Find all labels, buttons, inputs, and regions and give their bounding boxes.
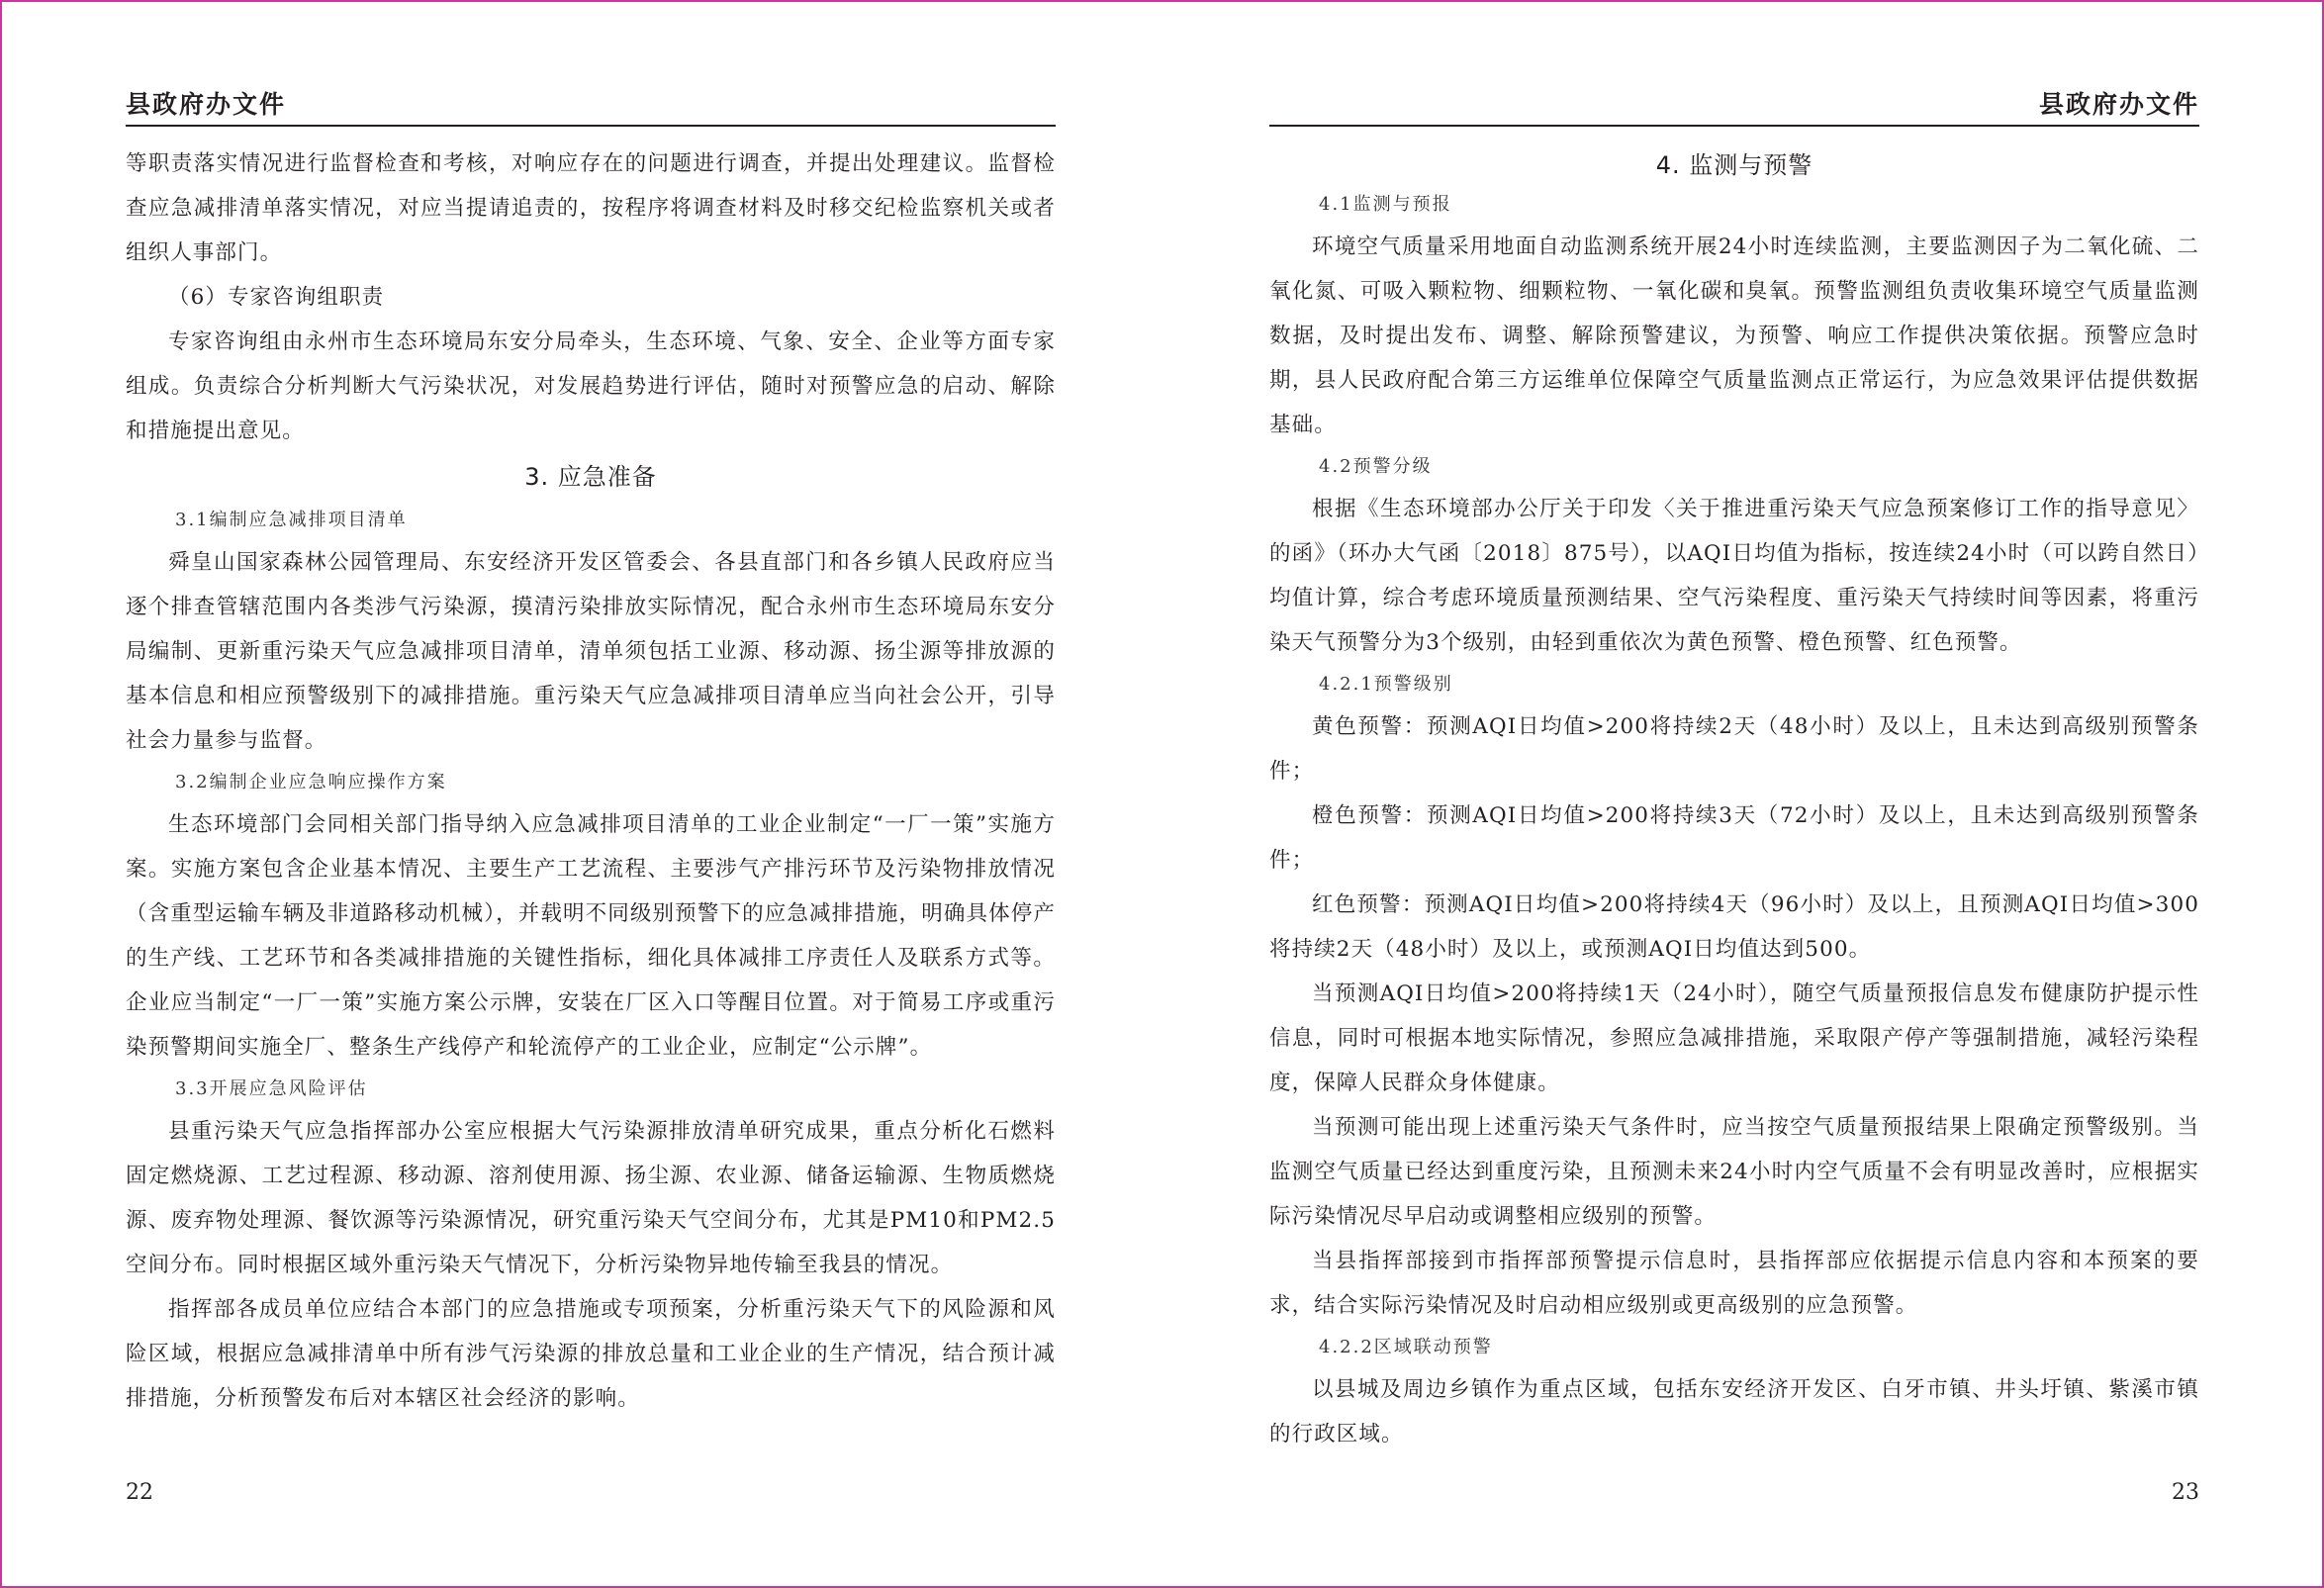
subsection-heading-4-2: 4.2预警分级: [1319, 456, 1433, 477]
paragraph: 舜皇山国家森林公园管理局、东安经济开发区管委会、各县直部门和各乡镇人民政府应当逐个排查管辖范围内各类涉气污染源，摸清污染排放实际情况，配合永州市生态环境局东安分局编制、更新重污染天气应急减排项目清单，清单须包括工业源、移动源、扬尘源等排放源的基本信息和相应预警级别下的减排措施。重污染天气应急减排项目清单应当向社会公开，引导社会力量参与监督。: [126, 550, 1056, 753]
left-page-body: [126, 141, 1056, 1421]
paragraph: 当预测可能出现上述重污染天气条件时，应当按空气质量预报结果上限确定预警级别。当监测空气质量已经达到重度污染，且预测未来24小时内空气质量不会有明显改善时，应根据实际污染情况尽早启动或调整相应级别的预警。: [1269, 1115, 2199, 1229]
subsection-heading-3-3: 3.3开展应急风险评估: [175, 1078, 368, 1099]
paragraph: 根据《生态环境部办公厅关于印发〈关于推进重污染天气应急预案修订工作的指导意见〉的函》（环办大气函〔2018〕875号），以AQI日均值为指标，按连续24小时（可以跨自然日）均值计算，综合考虑环境质量预测结果、空气污染程度、重污染天气持续时间等因素，将重污染天气预警分为3个级别，由轻到重依次为黄色预警、橙色预警、红色预警。: [1269, 497, 2199, 655]
paragraph: （6）专家咨询组职责: [168, 285, 385, 310]
paragraph: 以县城及周边乡镇作为重点区域，包括东安经济开发区、白牙市镇、井头圩镇、紫溪市镇的行政区域。: [1269, 1377, 2199, 1447]
red-warning-paragraph: 红色预警：预测AQI日均值>200将持续4天（96小时）及以上，且预测AQI日均值>300将持续2天（48小时）及以上，或预测AQI日均值达到500。: [1269, 892, 2199, 962]
subsection-heading-4-1: 4.1监测与预报: [1319, 194, 1452, 215]
page-number: 22: [126, 1480, 153, 1505]
paragraph: 环境空气质量采用地面自动监测系统开展24小时连续监测，主要监测因子为二氧化硫、二氧化氮、可吸入颗粒物、细颗粒物、一氧化碳和臭氧。预警监测组负责收集环境空气质量监测数据，及时提出发布、调整、解除预警建议，为预警、响应工作提供决策依据。预警应急时期，县人民政府配合第三方运维单位保障空气质量监测点正常运行，为应急效果评估提供数据基础。: [1269, 234, 2199, 437]
section-heading-3: 3. 应急准备: [524, 463, 657, 491]
left-page-header: 县政府办文件: [126, 85, 1056, 127]
page-number: 23: [2172, 1480, 2199, 1505]
paragraph: 当预测AQI日均值>200将持续1天（24小时），随空气质量预报信息发布健康防护提示性信息，同时可根据本地实际情况，参照应急减排措施，采取限产停产等强制措施，减轻污染程度，保障人民群众身体健康。: [1269, 981, 2199, 1095]
paragraph: 县重污染天气应急指挥部办公室应根据大气污染源排放清单研究成果，重点分析化石燃料固定燃烧源、工艺过程源、移动源、溶剂使用源、扬尘源、农业源、储备运输源、生物质燃烧源、废弃物处理源、餐饮源等污染源情况，研究重污染天气空间分布，尤其是PM10和PM2.5空间分布。同时根据区域外重污染天气情况下，分析污染物异地传输至我县的情况。: [126, 1119, 1056, 1277]
paragraph: 生态环境部门会同相关部门指导纳入应急减排项目清单的工业企业制定“一厂一策”实施方案。实施方案包含企业基本情况、主要生产工艺流程、主要涉气产排污环节及污染物排放情况（含重型运输车辆及非道路移动机械），并载明不同级别预警下的应急减排措施，明确具体停产的生产线、工艺环节和各类减排措施的关键性指标，细化具体减排工序责任人及联系方式等。企业应当制定“一厂一策”实施方案公示牌，安装在厂区入口等醒目位置。对于简易工序或重污染预警期间实施全厂、整条生产线停产和轮流停产的工业企业，应制定“公示牌”。: [126, 812, 1056, 1060]
right-page-body: [1269, 145, 2199, 1456]
subsection-heading-3-1: 3.1编制应急减排项目清单: [175, 510, 408, 530]
subsection-heading-3-2: 3.2编制企业应急响应操作方案: [175, 772, 447, 793]
section-heading-4: 4. 监测与预警: [1655, 151, 1813, 179]
yellow-warning-paragraph: 黄色预警：预测AQI日均值>200将持续2天（48小时）及以上，且未达到高级别预警条件；: [1269, 714, 2199, 784]
right-page-header: 县政府办文件: [1269, 85, 2199, 127]
paragraph: 指挥部各成员单位应结合本部门的应急措施或专项预案，分析重污染天气下的风险源和风险区域，根据应急减排清单中所有涉气污染源的排放总量和工业企业的生产情况，结合预计减排措施，分析预警发布后对本辖区社会经济的影响。: [126, 1297, 1056, 1411]
subsection-heading-4-2-2: 4.2.2区域联动预警: [1319, 1337, 1493, 1357]
right-page: [1269, 0, 2199, 1588]
subsection-heading-4-2-1: 4.2.1预警级别: [1319, 674, 1453, 695]
paragraph: 等职责落实情况进行监督检查和考核，对响应存在的问题进行调查，并提出处理建议。监督检查应急减排清单落实情况，对应当提请追责的，按程序将调查材料及时移交纪检监察机关或者组织人事部门。: [126, 151, 1056, 265]
left-page: [126, 0, 1056, 1588]
paragraph: 专家咨询组由永州市生态环境局东安分局牵头，生态环境、气象、安全、企业等方面专家组成。负责综合分析判断大气污染状况，对发展趋势进行评估，随时对预警应急的启动、解除和措施提出意见。: [126, 329, 1056, 443]
paragraph: 当县指挥部接到市指挥部预警提示信息时，县指挥部应依据提示信息内容和本预案的要求，结合实际污染情况及时启动相应级别或更高级别的应急预警。: [1269, 1249, 2199, 1318]
orange-warning-paragraph: 橙色预警：预测AQI日均值>200将持续3天（72小时）及以上，且未达到高级别预警条件；: [1269, 803, 2199, 873]
